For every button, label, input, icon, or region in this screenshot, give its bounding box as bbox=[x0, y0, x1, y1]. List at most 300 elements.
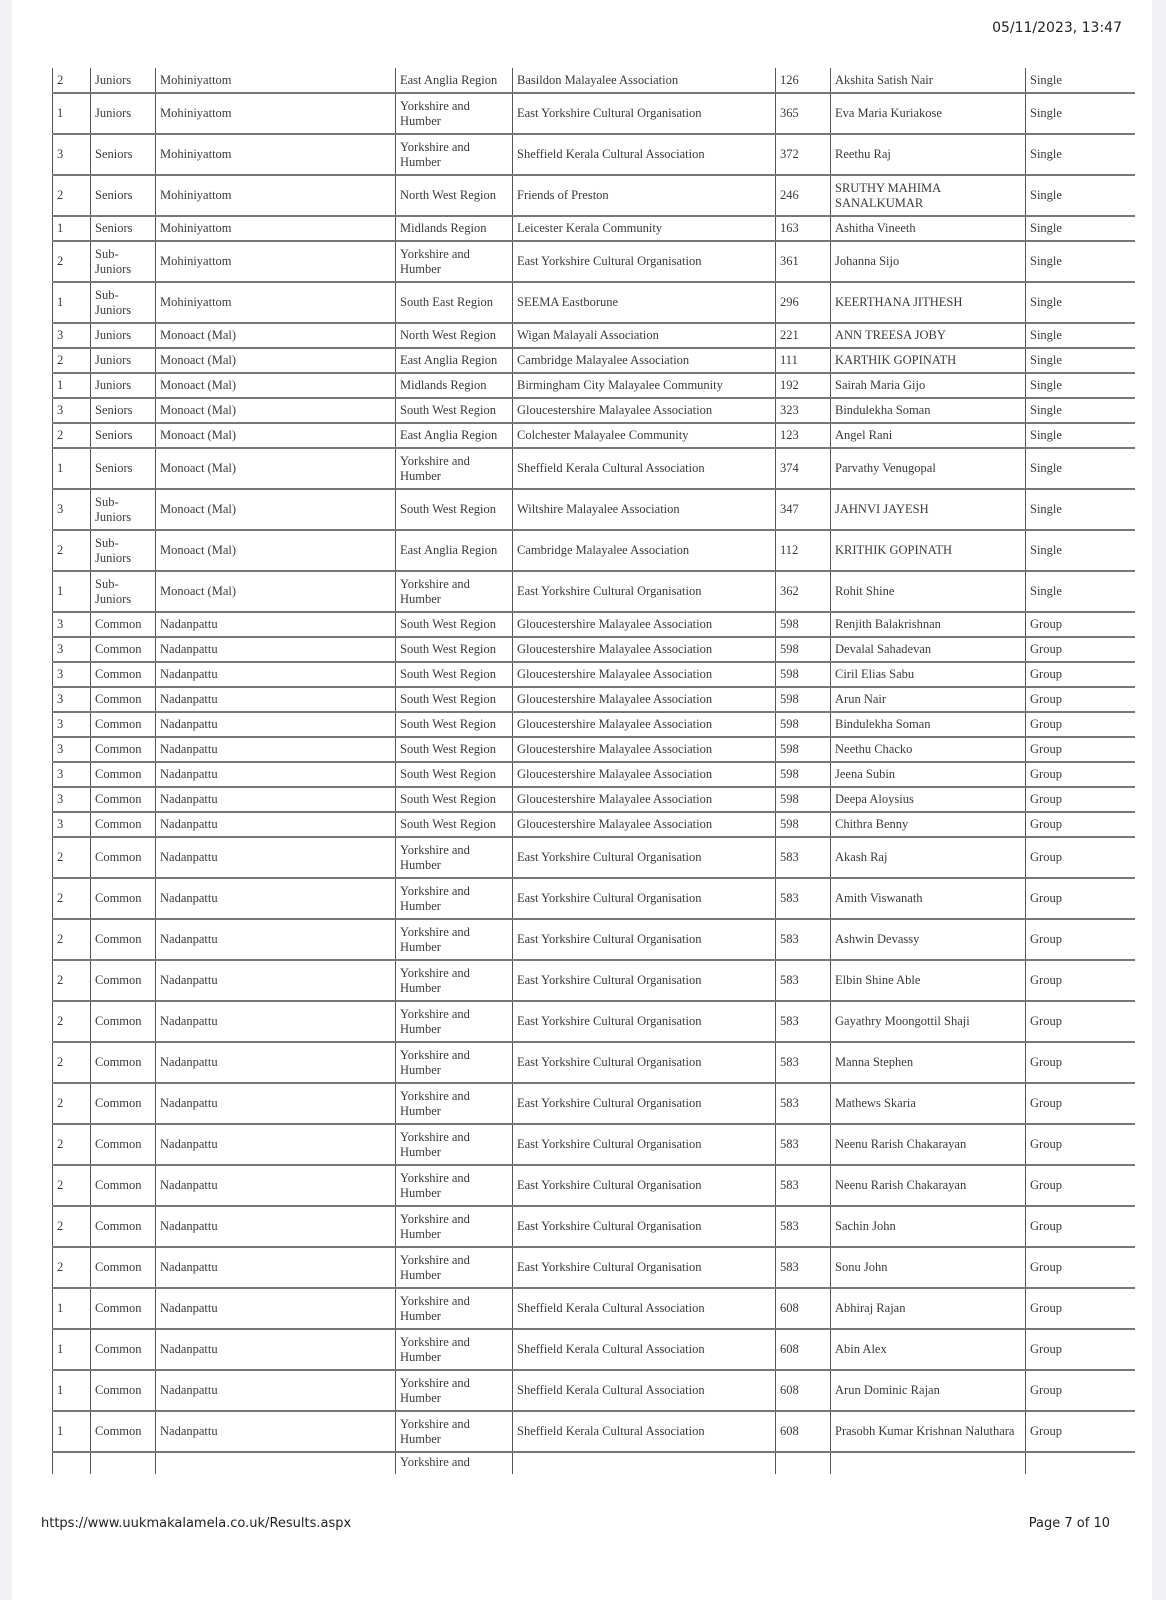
print-timestamp: 05/11/2023, 13:47 bbox=[992, 20, 1122, 36]
position-cell: 2 bbox=[53, 530, 91, 571]
position-cell: 3 bbox=[53, 787, 91, 812]
entry-type-cell: Group bbox=[1026, 787, 1135, 812]
table-row bbox=[53, 737, 1135, 762]
position-cell: 2 bbox=[53, 68, 91, 93]
table-row bbox=[53, 919, 1135, 960]
item-cell: Nadanpattu bbox=[156, 1247, 396, 1288]
item-cell: Mohiniyattom bbox=[156, 134, 396, 175]
position-cell: 2 bbox=[53, 1247, 91, 1288]
association-cell: Sheffield Kerala Cultural Association bbox=[513, 448, 776, 489]
position-cell: 2 bbox=[53, 1042, 91, 1083]
entry-type-cell: Single bbox=[1026, 175, 1135, 216]
region-cell: South West Region bbox=[396, 687, 513, 712]
association-cell: Gloucestershire Malayalee Association bbox=[513, 712, 776, 737]
region-cell: South West Region bbox=[396, 662, 513, 687]
item-cell: Nadanpattu bbox=[156, 1124, 396, 1165]
table-row bbox=[53, 134, 1135, 175]
table-row bbox=[53, 1452, 1135, 1474]
entry-type-cell: Group bbox=[1026, 737, 1135, 762]
entry-type-cell: Group bbox=[1026, 1411, 1135, 1452]
region-cell: Yorkshire and Humber bbox=[396, 1124, 513, 1165]
region-cell: Yorkshire and Humber bbox=[396, 448, 513, 489]
table-row bbox=[53, 241, 1135, 282]
association-cell: Sheffield Kerala Cultural Association bbox=[513, 134, 776, 175]
item-cell: Nadanpattu bbox=[156, 612, 396, 637]
item-cell: Monoact (Mal) bbox=[156, 423, 396, 448]
entry-type-cell: Group bbox=[1026, 1247, 1135, 1288]
region-cell: North West Region bbox=[396, 323, 513, 348]
category-cell: Common bbox=[91, 960, 156, 1001]
association-cell: Cambridge Malayalee Association bbox=[513, 348, 776, 373]
item-cell: Nadanpattu bbox=[156, 762, 396, 787]
association-cell: East Yorkshire Cultural Organisation bbox=[513, 1206, 776, 1247]
position-cell: 2 bbox=[53, 1124, 91, 1165]
participant-name-cell bbox=[831, 1452, 1026, 1474]
item-cell: Nadanpattu bbox=[156, 712, 396, 737]
participant-name-cell: Sairah Maria Gijo bbox=[831, 373, 1026, 398]
chest-number-cell: 126 bbox=[776, 68, 831, 93]
association-cell: Colchester Malayalee Community bbox=[513, 423, 776, 448]
region-cell: Yorkshire and Humber bbox=[396, 1288, 513, 1329]
entry-type-cell: Group bbox=[1026, 1001, 1135, 1042]
category-cell: Seniors bbox=[91, 175, 156, 216]
entry-type-cell: Single bbox=[1026, 530, 1135, 571]
entry-type-cell: Group bbox=[1026, 1288, 1135, 1329]
association-cell: East Yorkshire Cultural Organisation bbox=[513, 1247, 776, 1288]
table-row bbox=[53, 530, 1135, 571]
participant-name-cell: KARTHIK GOPINATH bbox=[831, 348, 1026, 373]
region-cell: South West Region bbox=[396, 712, 513, 737]
table-row bbox=[53, 637, 1135, 662]
category-cell: Common bbox=[91, 1288, 156, 1329]
position-cell: 1 bbox=[53, 1411, 91, 1452]
region-cell: South West Region bbox=[396, 787, 513, 812]
entry-type-cell: Group bbox=[1026, 837, 1135, 878]
item-cell: Nadanpattu bbox=[156, 662, 396, 687]
table-row bbox=[53, 687, 1135, 712]
position-cell: 3 bbox=[53, 612, 91, 637]
table-row bbox=[53, 1042, 1135, 1083]
position-cell: 1 bbox=[53, 373, 91, 398]
table-row bbox=[53, 373, 1135, 398]
entry-type-cell: Group bbox=[1026, 1165, 1135, 1206]
association-cell: East Yorkshire Cultural Organisation bbox=[513, 241, 776, 282]
participant-name-cell: Sonu John bbox=[831, 1247, 1026, 1288]
participant-name-cell: Ashwin Devassy bbox=[831, 919, 1026, 960]
participant-name-cell: Prasobh Kumar Krishnan Naluthara bbox=[831, 1411, 1026, 1452]
entry-type-cell: Group bbox=[1026, 1206, 1135, 1247]
participant-name-cell: Abhiraj Rajan bbox=[831, 1288, 1026, 1329]
region-cell: South West Region bbox=[396, 637, 513, 662]
region-cell: East Anglia Region bbox=[396, 348, 513, 373]
association-cell: Gloucestershire Malayalee Association bbox=[513, 662, 776, 687]
table-row bbox=[53, 1370, 1135, 1411]
participant-name-cell: Neenu Rarish Chakarayan bbox=[831, 1124, 1026, 1165]
position-cell: 1 bbox=[53, 1329, 91, 1370]
entry-type-cell: Group bbox=[1026, 712, 1135, 737]
region-cell: South West Region bbox=[396, 762, 513, 787]
position-cell: 3 bbox=[53, 812, 91, 837]
chest-number-cell: 583 bbox=[776, 919, 831, 960]
region-cell: Yorkshire and Humber bbox=[396, 1165, 513, 1206]
position-cell: 1 bbox=[53, 93, 91, 134]
region-cell: Yorkshire and Humber bbox=[396, 919, 513, 960]
table-row bbox=[53, 571, 1135, 612]
entry-type-cell: Single bbox=[1026, 134, 1135, 175]
chest-number-cell: 598 bbox=[776, 612, 831, 637]
table-row bbox=[53, 762, 1135, 787]
participant-name-cell: Abin Alex bbox=[831, 1329, 1026, 1370]
position-cell: 1 bbox=[53, 216, 91, 241]
association-cell bbox=[513, 1452, 776, 1474]
association-cell: Leicester Kerala Community bbox=[513, 216, 776, 241]
entry-type-cell: Single bbox=[1026, 571, 1135, 612]
table-row bbox=[53, 398, 1135, 423]
participant-name-cell: Sachin John bbox=[831, 1206, 1026, 1247]
position-cell: 2 bbox=[53, 878, 91, 919]
participant-name-cell: Gayathry Moongottil Shaji bbox=[831, 1001, 1026, 1042]
category-cell: Common bbox=[91, 737, 156, 762]
association-cell: East Yorkshire Cultural Organisation bbox=[513, 93, 776, 134]
participant-name-cell: Arun Dominic Rajan bbox=[831, 1370, 1026, 1411]
category-cell: Common bbox=[91, 878, 156, 919]
association-cell: Gloucestershire Malayalee Association bbox=[513, 737, 776, 762]
entry-type-cell: Group bbox=[1026, 1329, 1135, 1370]
table-row bbox=[53, 282, 1135, 323]
item-cell: Monoact (Mal) bbox=[156, 348, 396, 373]
participant-name-cell: Akash Raj bbox=[831, 837, 1026, 878]
participant-name-cell: KEERTHANA JITHESH bbox=[831, 282, 1026, 323]
position-cell: 2 bbox=[53, 837, 91, 878]
entry-type-cell: Group bbox=[1026, 960, 1135, 1001]
entry-type-cell: Group bbox=[1026, 878, 1135, 919]
position-cell: 1 bbox=[53, 282, 91, 323]
table-row bbox=[53, 1411, 1135, 1452]
chest-number-cell: 112 bbox=[776, 530, 831, 571]
region-cell: Yorkshire and Humber bbox=[396, 1001, 513, 1042]
participant-name-cell: Johanna Sijo bbox=[831, 241, 1026, 282]
position-cell: 2 bbox=[53, 1165, 91, 1206]
item-cell: Nadanpattu bbox=[156, 737, 396, 762]
table-row bbox=[53, 662, 1135, 687]
participant-name-cell: Elbin Shine Able bbox=[831, 960, 1026, 1001]
entry-type-cell: Single bbox=[1026, 448, 1135, 489]
entry-type-cell: Single bbox=[1026, 398, 1135, 423]
position-cell: 3 bbox=[53, 489, 91, 530]
region-cell: Yorkshire and Humber bbox=[396, 93, 513, 134]
chest-number-cell: 583 bbox=[776, 837, 831, 878]
item-cell: Monoact (Mal) bbox=[156, 489, 396, 530]
participant-name-cell: SRUTHY MAHIMA SANALKUMAR bbox=[831, 175, 1026, 216]
table-row bbox=[53, 960, 1135, 1001]
category-cell: Seniors bbox=[91, 134, 156, 175]
region-cell: Yorkshire and Humber bbox=[396, 1370, 513, 1411]
chest-number-cell: 583 bbox=[776, 1001, 831, 1042]
chest-number-cell: 323 bbox=[776, 398, 831, 423]
item-cell: Nadanpattu bbox=[156, 1411, 396, 1452]
chest-number-cell bbox=[776, 1452, 831, 1474]
position-cell: 2 bbox=[53, 175, 91, 216]
position-cell: 3 bbox=[53, 662, 91, 687]
table-row bbox=[53, 812, 1135, 837]
participant-name-cell: Manna Stephen bbox=[831, 1042, 1026, 1083]
entry-type-cell: Group bbox=[1026, 1370, 1135, 1411]
position-cell: 3 bbox=[53, 398, 91, 423]
category-cell: Common bbox=[91, 787, 156, 812]
category-cell: Common bbox=[91, 1042, 156, 1083]
category-cell: Common bbox=[91, 837, 156, 878]
table-row bbox=[53, 612, 1135, 637]
association-cell: Sheffield Kerala Cultural Association bbox=[513, 1288, 776, 1329]
participant-name-cell: ANN TREESA JOBY bbox=[831, 323, 1026, 348]
table-row bbox=[53, 423, 1135, 448]
association-cell: Basildon Malayalee Association bbox=[513, 68, 776, 93]
chest-number-cell: 598 bbox=[776, 687, 831, 712]
item-cell: Nadanpattu bbox=[156, 1165, 396, 1206]
table-row bbox=[53, 323, 1135, 348]
chest-number-cell: 583 bbox=[776, 1124, 831, 1165]
item-cell: Nadanpattu bbox=[156, 1083, 396, 1124]
table-row bbox=[53, 68, 1135, 93]
item-cell bbox=[156, 1452, 396, 1474]
position-cell: 2 bbox=[53, 919, 91, 960]
chest-number-cell: 372 bbox=[776, 134, 831, 175]
chest-number-cell: 608 bbox=[776, 1329, 831, 1370]
entry-type-cell: Single bbox=[1026, 93, 1135, 134]
position-cell: 2 bbox=[53, 1001, 91, 1042]
item-cell: Mohiniyattom bbox=[156, 241, 396, 282]
region-cell: South West Region bbox=[396, 812, 513, 837]
category-cell bbox=[91, 1452, 156, 1474]
chest-number-cell: 246 bbox=[776, 175, 831, 216]
table-row bbox=[53, 1165, 1135, 1206]
participant-name-cell: Mathews Skaria bbox=[831, 1083, 1026, 1124]
region-cell: East Anglia Region bbox=[396, 423, 513, 448]
item-cell: Mohiniyattom bbox=[156, 216, 396, 241]
association-cell: Birmingham City Malayalee Community bbox=[513, 373, 776, 398]
table-row bbox=[53, 878, 1135, 919]
category-cell: Juniors bbox=[91, 348, 156, 373]
association-cell: East Yorkshire Cultural Organisation bbox=[513, 1042, 776, 1083]
item-cell: Nadanpattu bbox=[156, 1206, 396, 1247]
position-cell: 3 bbox=[53, 637, 91, 662]
chest-number-cell: 608 bbox=[776, 1411, 831, 1452]
association-cell: Gloucestershire Malayalee Association bbox=[513, 398, 776, 423]
region-cell: Yorkshire and Humber bbox=[396, 1411, 513, 1452]
category-cell: Sub-Juniors bbox=[91, 241, 156, 282]
chest-number-cell: 583 bbox=[776, 1042, 831, 1083]
category-cell: Common bbox=[91, 662, 156, 687]
category-cell: Common bbox=[91, 919, 156, 960]
item-cell: Nadanpattu bbox=[156, 687, 396, 712]
position-cell: 1 bbox=[53, 1288, 91, 1329]
item-cell: Monoact (Mal) bbox=[156, 323, 396, 348]
region-cell: Yorkshire and Humber bbox=[396, 1329, 513, 1370]
region-cell: Yorkshire and Humber bbox=[396, 878, 513, 919]
participant-name-cell: Rohit Shine bbox=[831, 571, 1026, 612]
item-cell: Nadanpattu bbox=[156, 1329, 396, 1370]
chest-number-cell: 598 bbox=[776, 712, 831, 737]
region-cell: Yorkshire and Humber bbox=[396, 134, 513, 175]
item-cell: Nadanpattu bbox=[156, 1042, 396, 1083]
association-cell: East Yorkshire Cultural Organisation bbox=[513, 1001, 776, 1042]
association-cell: Gloucestershire Malayalee Association bbox=[513, 812, 776, 837]
item-cell: Nadanpattu bbox=[156, 812, 396, 837]
chest-number-cell: 608 bbox=[776, 1288, 831, 1329]
entry-type-cell: Group bbox=[1026, 812, 1135, 837]
association-cell: East Yorkshire Cultural Organisation bbox=[513, 1124, 776, 1165]
chest-number-cell: 365 bbox=[776, 93, 831, 134]
association-cell: Sheffield Kerala Cultural Association bbox=[513, 1329, 776, 1370]
table-row bbox=[53, 1206, 1135, 1247]
chest-number-cell: 362 bbox=[776, 571, 831, 612]
region-cell: Yorkshire and Humber bbox=[396, 960, 513, 1001]
category-cell: Common bbox=[91, 1411, 156, 1452]
results-table-body bbox=[53, 68, 1135, 1474]
item-cell: Nadanpattu bbox=[156, 878, 396, 919]
region-cell: Yorkshire and Humber bbox=[396, 241, 513, 282]
association-cell: Gloucestershire Malayalee Association bbox=[513, 787, 776, 812]
entry-type-cell: Single bbox=[1026, 489, 1135, 530]
category-cell: Common bbox=[91, 812, 156, 837]
entry-type-cell: Single bbox=[1026, 282, 1135, 323]
item-cell: Nadanpattu bbox=[156, 787, 396, 812]
association-cell: East Yorkshire Cultural Organisation bbox=[513, 1165, 776, 1206]
entry-type-cell: Single bbox=[1026, 241, 1135, 282]
category-cell: Sub-Juniors bbox=[91, 530, 156, 571]
category-cell: Common bbox=[91, 1370, 156, 1411]
association-cell: Gloucestershire Malayalee Association bbox=[513, 637, 776, 662]
position-cell: 3 bbox=[53, 323, 91, 348]
position-cell: 1 bbox=[53, 571, 91, 612]
association-cell: Gloucestershire Malayalee Association bbox=[513, 762, 776, 787]
region-cell: Yorkshire and Humber bbox=[396, 1247, 513, 1288]
print-page bbox=[12, 0, 1152, 1600]
category-cell: Seniors bbox=[91, 423, 156, 448]
item-cell: Monoact (Mal) bbox=[156, 530, 396, 571]
entry-type-cell: Group bbox=[1026, 1083, 1135, 1124]
category-cell: Seniors bbox=[91, 216, 156, 241]
association-cell: Sheffield Kerala Cultural Association bbox=[513, 1370, 776, 1411]
table-row bbox=[53, 1124, 1135, 1165]
item-cell: Nadanpattu bbox=[156, 1001, 396, 1042]
participant-name-cell: Amith Viswanath bbox=[831, 878, 1026, 919]
item-cell: Monoact (Mal) bbox=[156, 373, 396, 398]
entry-type-cell: Group bbox=[1026, 612, 1135, 637]
participant-name-cell: Devalal Sahadevan bbox=[831, 637, 1026, 662]
category-cell: Juniors bbox=[91, 373, 156, 398]
chest-number-cell: 583 bbox=[776, 1165, 831, 1206]
category-cell: Common bbox=[91, 1083, 156, 1124]
association-cell: Wiltshire Malayalee Association bbox=[513, 489, 776, 530]
chest-number-cell: 598 bbox=[776, 812, 831, 837]
entry-type-cell: Group bbox=[1026, 919, 1135, 960]
participant-name-cell: Bindulekha Soman bbox=[831, 398, 1026, 423]
item-cell: Mohiniyattom bbox=[156, 68, 396, 93]
participant-name-cell: Akshita Satish Nair bbox=[831, 68, 1026, 93]
item-cell: Nadanpattu bbox=[156, 1370, 396, 1411]
category-cell: Juniors bbox=[91, 68, 156, 93]
region-cell: Midlands Region bbox=[396, 373, 513, 398]
region-cell: Yorkshire and bbox=[396, 1452, 513, 1474]
participant-name-cell: Parvathy Venugopal bbox=[831, 448, 1026, 489]
participant-name-cell: Angel Rani bbox=[831, 423, 1026, 448]
region-cell: Yorkshire and Humber bbox=[396, 571, 513, 612]
participant-name-cell: Arun Nair bbox=[831, 687, 1026, 712]
region-cell: North West Region bbox=[396, 175, 513, 216]
chest-number-cell: 163 bbox=[776, 216, 831, 241]
participant-name-cell: Neenu Rarish Chakarayan bbox=[831, 1165, 1026, 1206]
participant-name-cell: JAHNVI JAYESH bbox=[831, 489, 1026, 530]
table-row bbox=[53, 1247, 1135, 1288]
association-cell: East Yorkshire Cultural Organisation bbox=[513, 919, 776, 960]
participant-name-cell: Renjith Balakrishnan bbox=[831, 612, 1026, 637]
position-cell: 3 bbox=[53, 762, 91, 787]
region-cell: South West Region bbox=[396, 612, 513, 637]
table-row bbox=[53, 837, 1135, 878]
chest-number-cell: 361 bbox=[776, 241, 831, 282]
entry-type-cell: Single bbox=[1026, 348, 1135, 373]
region-cell: Yorkshire and Humber bbox=[396, 837, 513, 878]
footer-page-number: Page 7 of 10 bbox=[1028, 1516, 1110, 1531]
table-row bbox=[53, 448, 1135, 489]
entry-type-cell: Group bbox=[1026, 1042, 1135, 1083]
chest-number-cell: 296 bbox=[776, 282, 831, 323]
table-row bbox=[53, 1001, 1135, 1042]
chest-number-cell: 583 bbox=[776, 1247, 831, 1288]
category-cell: Seniors bbox=[91, 448, 156, 489]
association-cell: East Yorkshire Cultural Organisation bbox=[513, 960, 776, 1001]
association-cell: Gloucestershire Malayalee Association bbox=[513, 612, 776, 637]
category-cell: Juniors bbox=[91, 93, 156, 134]
item-cell: Nadanpattu bbox=[156, 837, 396, 878]
chest-number-cell: 374 bbox=[776, 448, 831, 489]
chest-number-cell: 608 bbox=[776, 1370, 831, 1411]
position-cell: 1 bbox=[53, 448, 91, 489]
item-cell: Monoact (Mal) bbox=[156, 448, 396, 489]
table-row bbox=[53, 348, 1135, 373]
category-cell: Sub-Juniors bbox=[91, 571, 156, 612]
category-cell: Common bbox=[91, 637, 156, 662]
chest-number-cell: 347 bbox=[776, 489, 831, 530]
item-cell: Nadanpattu bbox=[156, 1288, 396, 1329]
region-cell: Midlands Region bbox=[396, 216, 513, 241]
position-cell: 1 bbox=[53, 1370, 91, 1411]
item-cell: Mohiniyattom bbox=[156, 175, 396, 216]
results-table bbox=[52, 68, 1135, 1474]
category-cell: Juniors bbox=[91, 323, 156, 348]
entry-type-cell: Single bbox=[1026, 68, 1135, 93]
entry-type-cell: Single bbox=[1026, 216, 1135, 241]
association-cell: East Yorkshire Cultural Organisation bbox=[513, 837, 776, 878]
participant-name-cell: Deepa Aloysius bbox=[831, 787, 1026, 812]
entry-type-cell bbox=[1026, 1452, 1135, 1474]
chest-number-cell: 598 bbox=[776, 762, 831, 787]
position-cell: 2 bbox=[53, 423, 91, 448]
chest-number-cell: 583 bbox=[776, 1206, 831, 1247]
chest-number-cell: 583 bbox=[776, 878, 831, 919]
participant-name-cell: Bindulekha Soman bbox=[831, 712, 1026, 737]
association-cell: Sheffield Kerala Cultural Association bbox=[513, 1411, 776, 1452]
entry-type-cell: Group bbox=[1026, 662, 1135, 687]
table-row bbox=[53, 93, 1135, 134]
item-cell: Monoact (Mal) bbox=[156, 571, 396, 612]
region-cell: Yorkshire and Humber bbox=[396, 1083, 513, 1124]
region-cell: South West Region bbox=[396, 398, 513, 423]
category-cell: Common bbox=[91, 1165, 156, 1206]
position-cell: 2 bbox=[53, 960, 91, 1001]
category-cell: Seniors bbox=[91, 398, 156, 423]
